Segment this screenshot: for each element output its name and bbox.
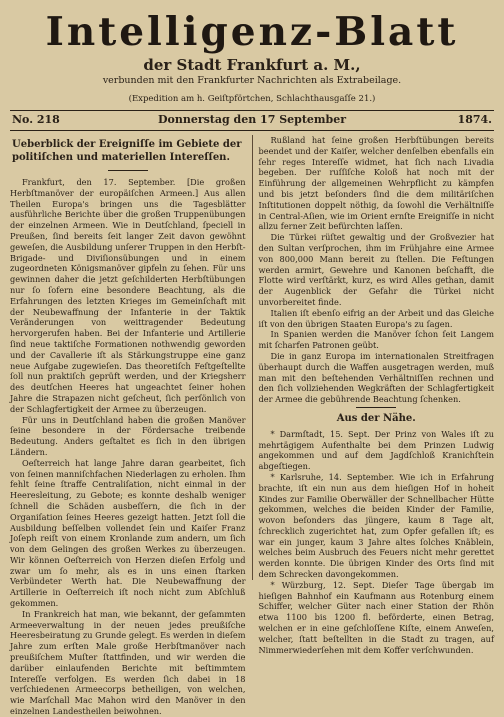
- heading-divider: [108, 170, 148, 171]
- section-divider: [356, 407, 396, 408]
- right-column: [252, 135, 495, 655]
- newspaper-title: Intelligenz-Blatt: [45, 9, 459, 55]
- article-paragraph: In Frankreich hat man, wie bekannt, der geſammten Armeeverwaltung in der neuen jedes preußiſche Heeresbeiratung zu Grunde gelegt. Es werden in dieſem Jahre zum erſten Male große Herbſtmanöver nach preußiſchem Muſter ſtattfinden, und wir werden die darüber einlaufenden Berichte mit beſtimmtem Intereſſe verfolgen. Es werden ſich dabei in 18 verſchiedenen Armeecorps betheiligen, von welchen, wie Marſchall Mac Mahon wird den Manöver in den einzelnen Landestheilen beiwohnen.: [10, 608, 246, 717]
- bottom-rule: [10, 130, 494, 131]
- article-paragraph: Frankfurt, den 17. September. [Die großen Herbſtmanöver der europäiſchen Armeen.] Aus allen Theilen Europa's bringen uns die Tagesblätter ausführliche Berichte über die großen Truppenübungen der einzelnen Armeen. Wie in Deutſchland, ſpeciell in Preußen, ſind bereits ſeit langer Zeit davon gewöhnt geweſen, die Ausbildung unſerer Truppen in den Herbſt-Brigade- und Diviſionsübungen und in einem zugeordneten Königsmanöver gipfeln zu ſehen. Für uns gewinnen daher die jetzt geſchilderten Herbſtübungen nur ſo ſofern eine besondere Beachtung, als die Erfahrungen des letzten Krieges im Gemeinſchaft mit der Neubewaffnung der Infanterie in der Taktik Veränderungen von weittragender Bedeutung hervorgerufen haben. Bei der Infanterie und Artillerie ſind neue taktiſche Formationen nothwendig geworden und der Cavallerie iſt als Stärkungstruppe eine ganz neue Aufgabe zugewieſen. Das theoretiſch Feſtgeſtellte ſoll nun praktiſch geprüft werden, und der Kriegsherr des deutſchen Heeres hat ungeachtet ſeiner hohen Jahre die Strapazen nicht geſcheut, ſich perſönlich von der Schlagfertigkeit der Armee zu überzeugen.: [10, 177, 246, 414]
- newspaper-subtitle: der Stadt Frankfurt a. M.,: [143, 56, 361, 74]
- article-columns: [10, 135, 494, 717]
- local-news-paragraph: * Darmſtadt, 15. Sept. Der Prinz von Wales iſt zu mehrtägigem Aufenthalte bei dem Prinzen Ludwig angekommen und auf dem Jagdſchloß Kranichſtein abgeſtiegen.: [258, 428, 494, 472]
- issue-date: Donnerstag den 17 September: [157, 113, 347, 126]
- left-column: [10, 135, 252, 717]
- expedition-note: (Expedition am h. Geiſtpförtchen, Schlachthausgaſſe 21.): [128, 94, 376, 104]
- article-paragraph: Die in ganz Europa im internationalen Streitfragen überhaupt durch die Waffen ausgetragen werden, muß man mit den beſtehenden Verhältniſſen rechnen und den ſich vollziehenden Wegkräften der Schlagfertigkeit der Armee die gebührende Beachtung ſchenken.: [258, 350, 494, 405]
- article-paragraph: Italien iſt ebenſo eifrig an der Arbeit und das Gleiche iſt von den übrigen Staaten Europa's zu ſagen.: [258, 307, 494, 329]
- issue-number: No. 218: [12, 113, 60, 126]
- masthead: [10, 10, 494, 106]
- article-paragraph: Rußland hat ſeine großen Herbſtübungen bereits beendet und der Kaiſer, welcher denſelben ebenfalls ein ſehr reges Intereſſe widmet, hat ſich nach Livadia begeben. Der ruſſiſche Koloß hat noch mit der Einführung der allgemeinen Wehrpflicht zu kämpfen und bis jetzt beſonders ſind die dem militäriſchen Inſtitutionen doppelt nöthig, da ſowohl die Verhältniſſe in Central-Aſien, wie im Orient ernſte Ereigniſſe in nicht allzu ferner Zeit befürchten laſſen.: [258, 135, 494, 232]
- article-paragraph: Für uns in Deutſchland haben die großen Manöver ſeine besondere in der Fördersache treibende Bedeutung. Anders geſtaltet es ſich in den übrigen Ländern.: [10, 414, 246, 457]
- article-heading: Ueberblick der Ereigniſſe im Gebiete der politiſchen und materiellen Intereſſen.: [12, 139, 242, 163]
- section-heading: Aus der Nähe.: [336, 412, 416, 424]
- issue-year: 1874.: [457, 113, 492, 126]
- article-paragraph: Die Türkei rüſtet gewaltig und der Großvezier hat den Sultan verſprochen, ihm im Frühjahre eine Armee von 800,000 Mann bereit zu ſtellen. Die Feſtungen werden armirt, Gewehre und Kanonen beſchafft, die Flotte wird verſtärkt, kurz, es wird Alles gethan, damit der Augenblick der Gefahr die Türkei nicht unvorbereitet finde.: [258, 232, 494, 307]
- dateline: [10, 111, 494, 128]
- newspaper-subline: verbunden mit den Frankfurter Nachrichten als Extrabeilage.: [102, 75, 402, 86]
- local-news-paragraph: * Karlsruhe, 14. September. Wie ich in Erfahrung brachte, iſt ein nun aus dem hieſigen Hof in hoheit Kindes zur Familie Oberwäller der Schnellbacher Hütte gekommen, welches die beiden Kinder der Familie, wovon beſonders das jüngere, kaum 8 Tage alt, ſchrecklich zugerichtet hat, zum Opfer gefallen iſt; es war ein junger, kaum 3 Jahre altes ſolches Knäblein, welches beim Ausbruch des Feuers nicht mehr gerettet werden konnte. Die übrigen Kinder des Orts ſind mit dem Schrecken davongekommen.: [258, 471, 494, 580]
- local-news-paragraph: * Würzburg, 12. Sept. Dieſer Tage übergab im hieſigen Bahnhof ein Kaufmann aus Rotenburg einem Schiffer, welcher Güter nach einer Station der Rhön etwa 1100 bis 1200 fl. beförderte, einen Betrag, welchen er in eine geſchloſſene Kiſte, einem Anweſen, welcher, ſtatt beſtellten in die Stadt zu tragen, auf Nimmerwiederſehen mit dem Koffer verſchwunden.: [258, 579, 494, 655]
- article-paragraph: In Spanien werden die Manöver ſchon ſeit Langem mit ſcharfen Patronen geübt.: [258, 329, 494, 351]
- article-paragraph: Oeſterreich hat lange Jahre daran gearbeitet, ſich von ſeinen manniſchfachen Niederlagen zu erholen. Ihm fehlt ſeine ſtraffe Centraliſation, nicht einmal in der Heeresleitung, zu Gebote; es konnte deshalb weniger ſchnell die Schäden ausbeſſern, die ſich in der Organiſation ſeines Heeres gezeigt hatten. Jetzt ſoll die Ausbildung beſſelben vollendet ſein und Kaiſer Franz Joſeph reiſt von einem Kronlande zum andern, um ſich von dem Gelingen des großen Werkes zu überzeugen. Wir können Oeſterreich von Herzen dieſen Erfolg und zwar um ſo mehr, als es in uns einen ſtarken Verbündeter Werth hat. Die Neubewaffnung der Artillerie in Oeſterreich iſt noch nicht zum Abſchluß gekommen.: [10, 457, 246, 609]
